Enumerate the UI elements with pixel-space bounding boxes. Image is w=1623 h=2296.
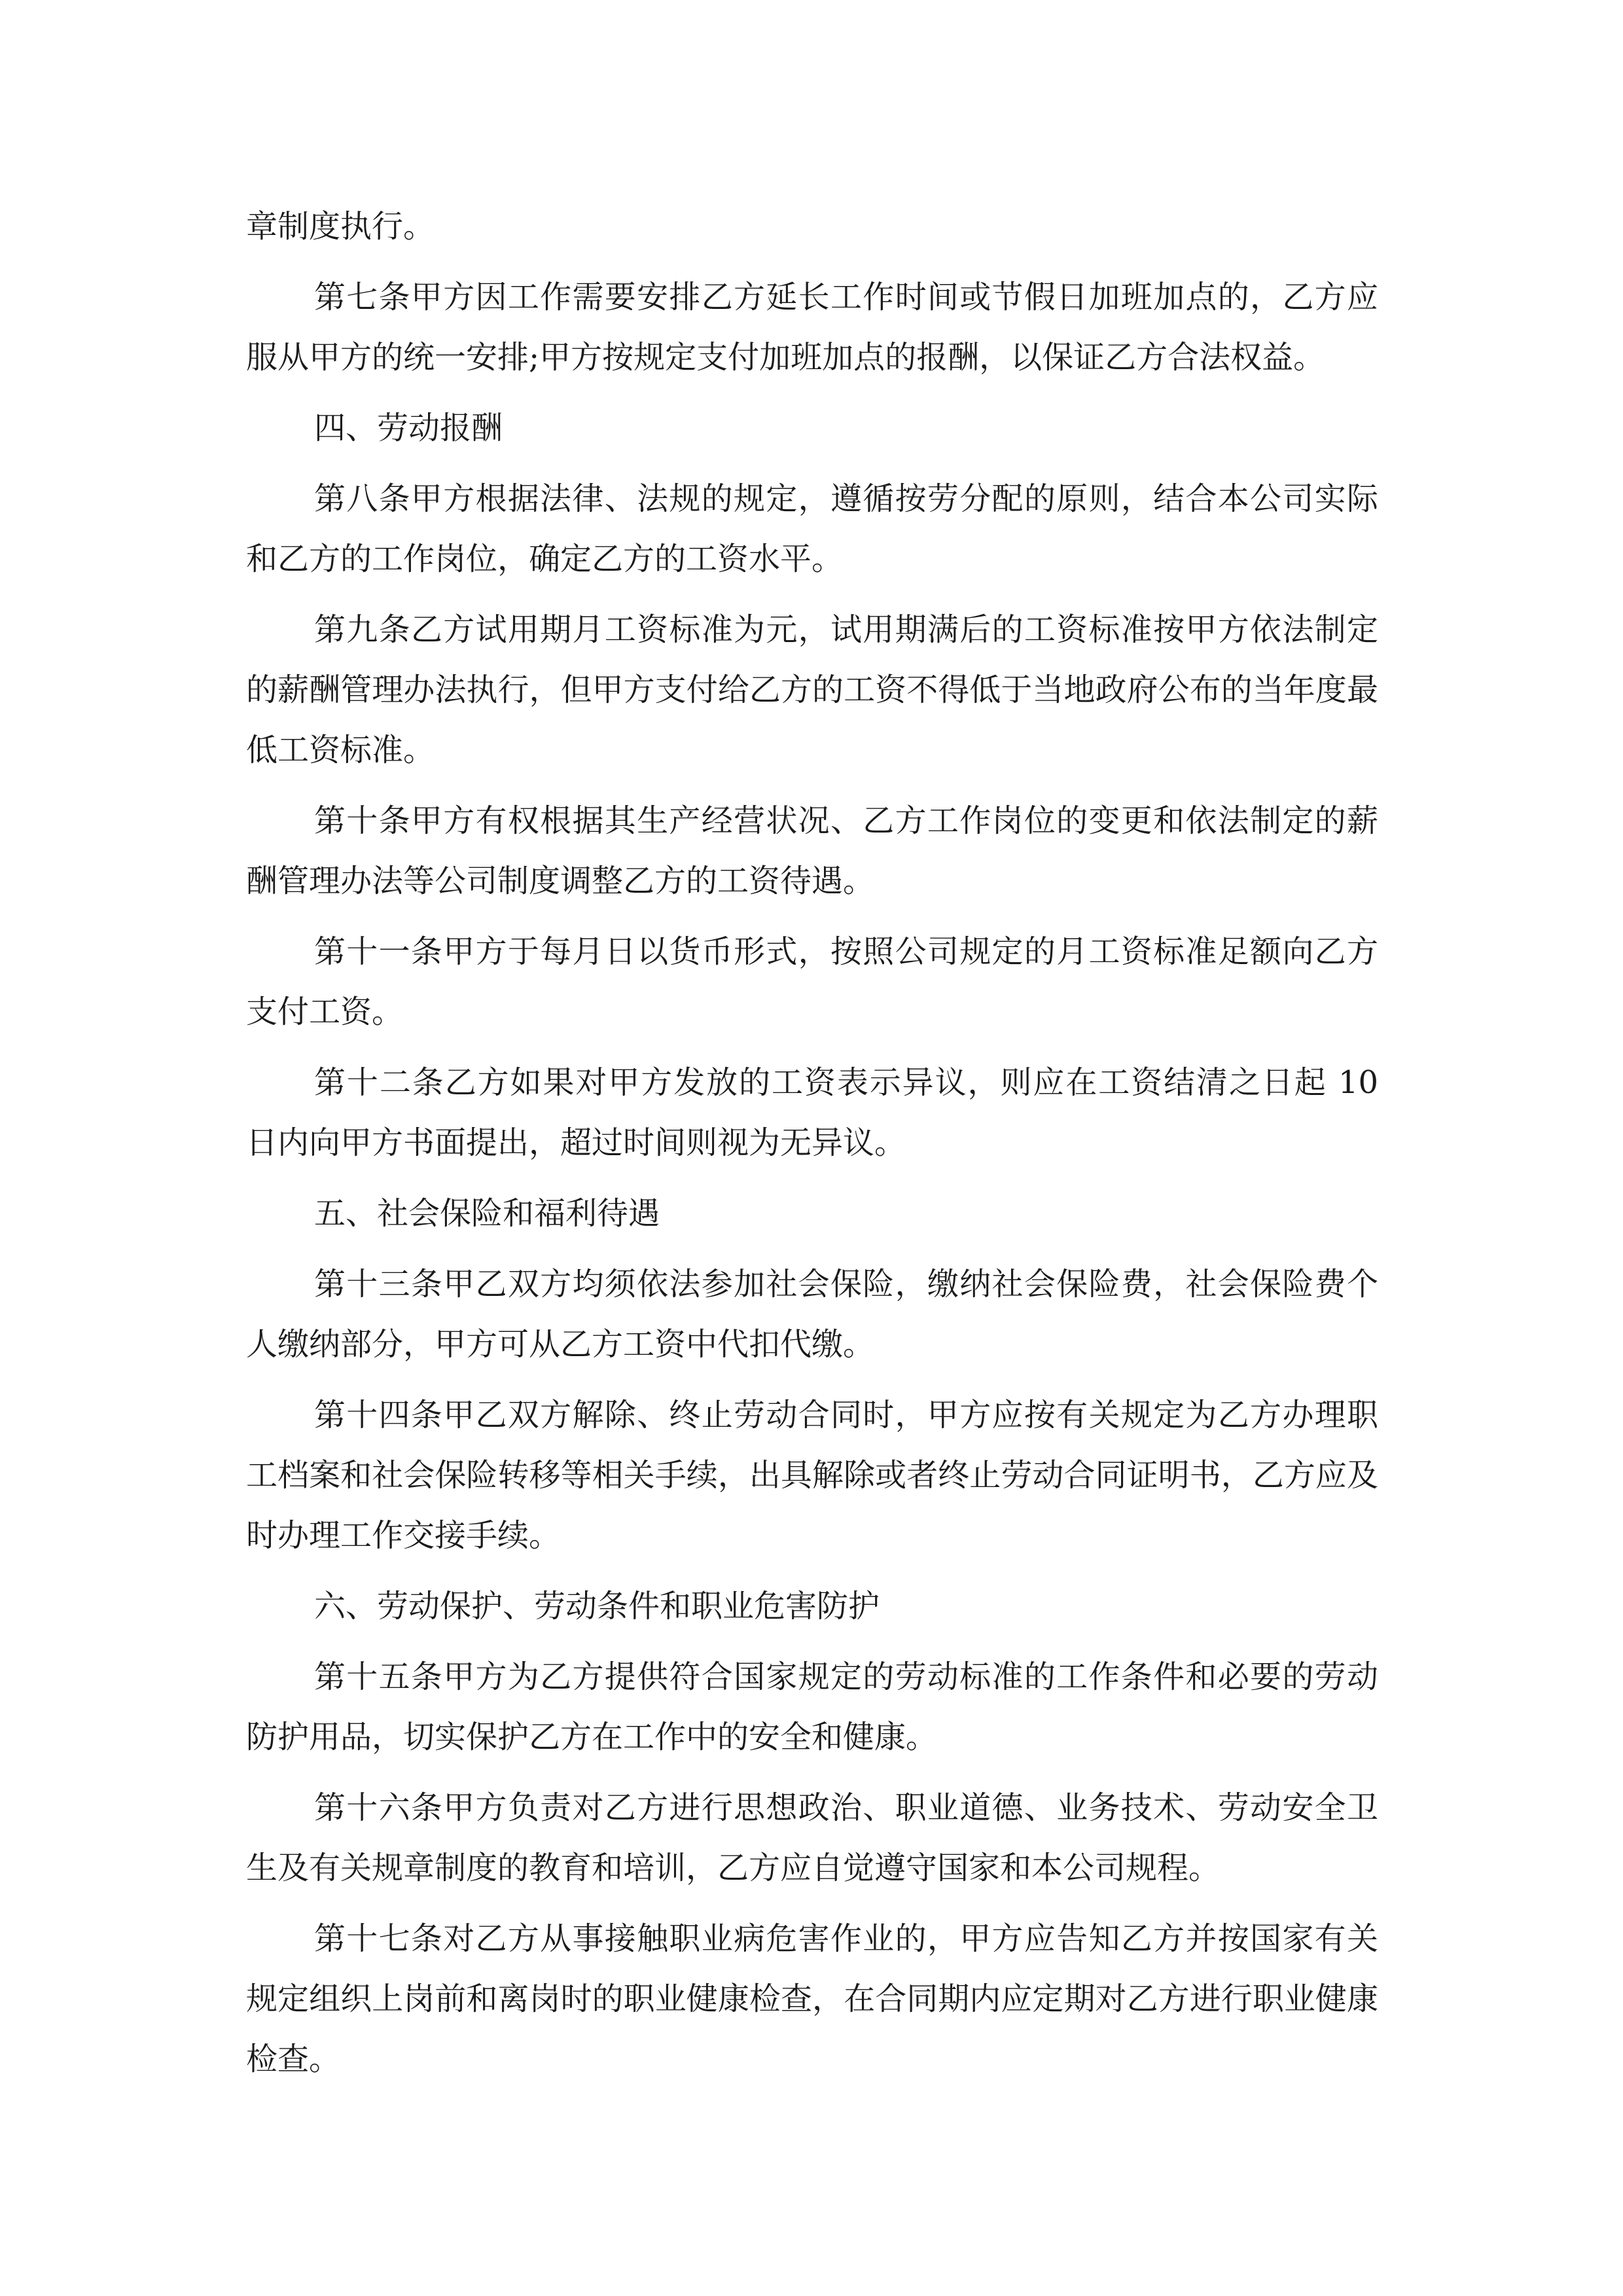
article-8: 第八条甲方根据法律、法规的规定，遵循按劳分配的原则，结合本公司实际和乙方的工作岗位，确定乙方的工资水平。 — [246, 480, 1378, 577]
paragraph-continuation: 章制度执行。 — [246, 208, 435, 245]
article-7: 第七条甲方因工作需要安排乙方延长工作时间或节假日加班加点的，乙方应服从甲方的统一安排;甲方按规定支付加班加点的报酬，以保证乙方合法权益。 — [246, 279, 1378, 376]
article-14: 第十四条甲乙双方解除、终止劳动合同时，甲方应按有关规定为乙方办理职工档案和社会保险转移等相关手续，出具解除或者终止劳动合同证明书，乙方应及时办理工作交接手续。 — [246, 1397, 1378, 1554]
section-heading-4: 四、劳动报酬 — [314, 410, 503, 446]
article-11: 第十一条甲方于每月日以货币形式，按照公司规定的月工资标准足额向乙方支付工资。 — [246, 933, 1378, 1030]
section-heading-5: 五、社会保险和福利待遇 — [314, 1195, 660, 1232]
article-16: 第十六条甲方负责对乙方进行思想政治、职业道德、业务技术、劳动安全卫生及有关规章制度的教育和培训，乙方应自觉遵守国家和本公司规程。 — [246, 1789, 1378, 1886]
article-15: 第十五条甲方为乙方提供符合国家规定的劳动标准的工作条件和必要的劳动防护用品，切实保护乙方在工作中的安全和健康。 — [246, 1659, 1378, 1755]
section-heading-6: 六、劳动保护、劳动条件和职业危害防护 — [314, 1588, 880, 1624]
article-10: 第十条甲方有权根据其生产经营状况、乙方工作岗位的变更和依法制定的薪酬管理办法等公司制度调整乙方的工资待遇。 — [246, 802, 1378, 899]
article-12: 第十二条乙方如果对甲方发放的工资表示异议，则应在工资结清之日起 10 日内向甲方书面提出，超过时间则视为无异议。 — [246, 1064, 1378, 1161]
article-13: 第十三条甲乙双方均须依法参加社会保险，缴纳社会保险费，社会保险费个人缴纳部分，甲方可从乙方工资中代扣代缴。 — [246, 1266, 1378, 1363]
article-17: 第十七条对乙方从事接触职业病危害作业的，甲方应告知乙方并按国家有关规定组织上岗前和离岗时的职业健康检查，在合同期内应定期对乙方进行职业健康检查。 — [246, 1920, 1378, 2077]
document-body — [246, 196, 1378, 2100]
article-9: 第九条乙方试用期月工资标准为元，试用期满后的工资标准按甲方依法制定的薪酬管理办法执行，但甲方支付给乙方的工资不得低于当地政府公布的当年度最低工资标准。 — [246, 611, 1378, 768]
